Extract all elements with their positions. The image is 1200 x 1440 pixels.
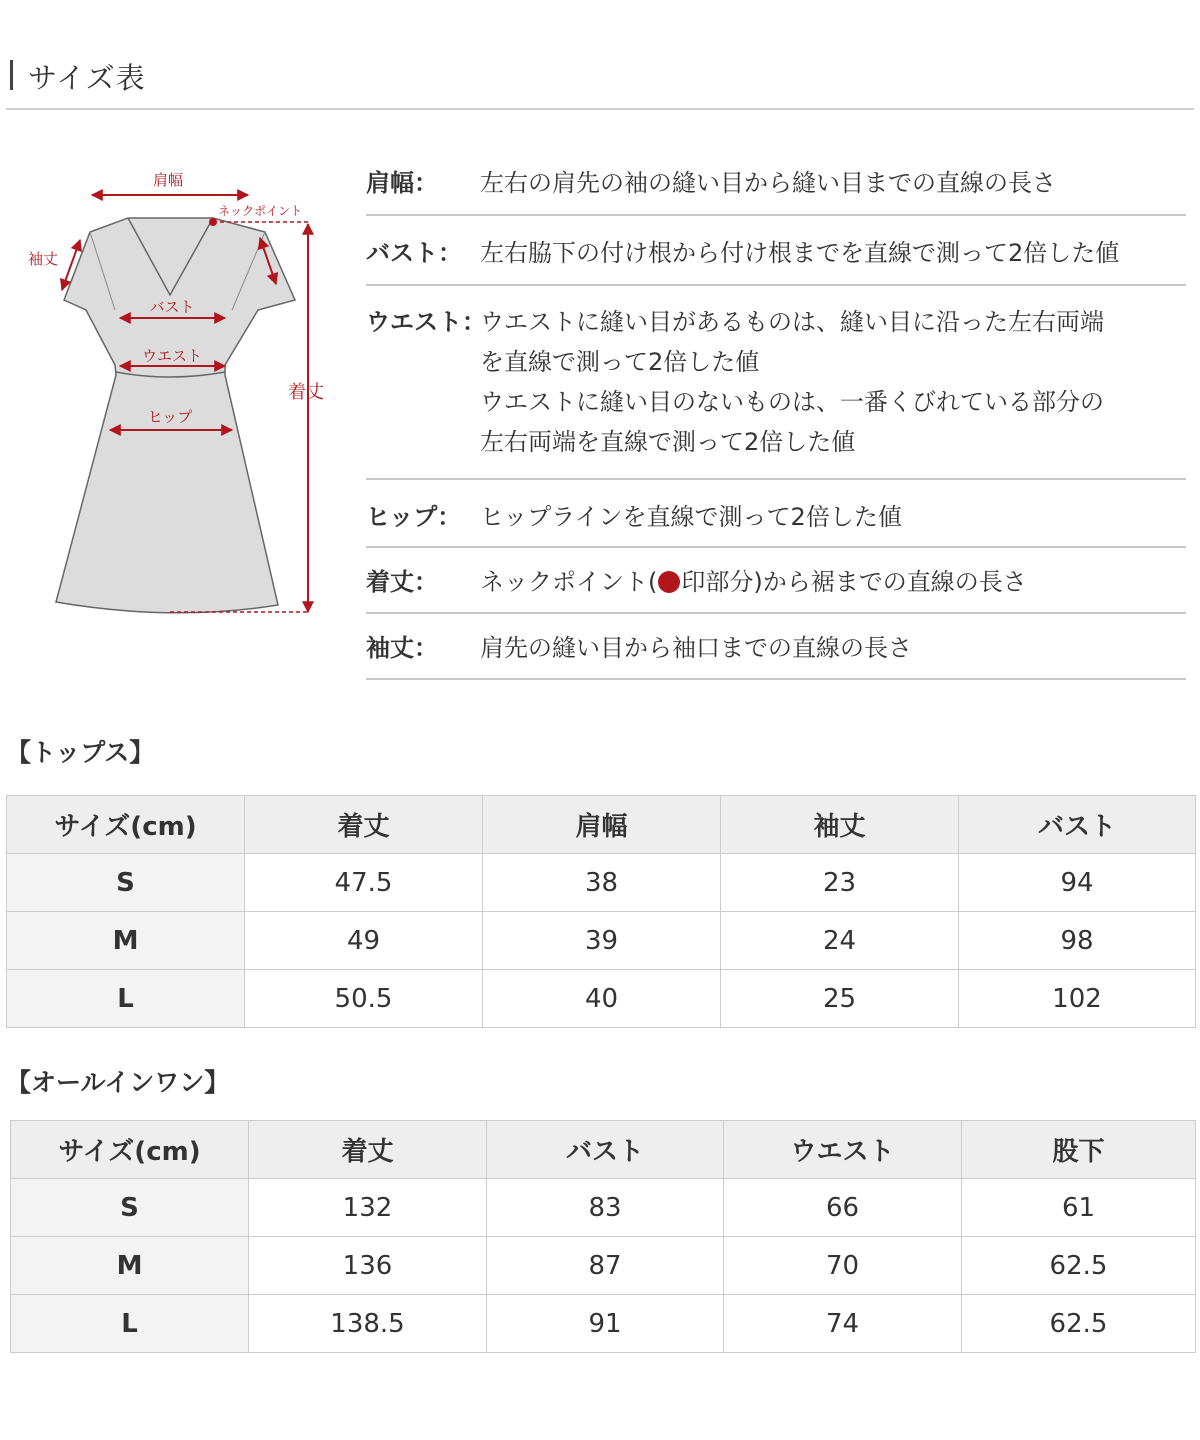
table-header-cell: バスト — [959, 796, 1196, 854]
table-cell: 94 — [959, 854, 1196, 912]
label-sleeve: 袖丈 — [28, 250, 59, 268]
table-cell: 74 — [724, 1295, 962, 1353]
table-header-cell: 股下 — [962, 1121, 1196, 1179]
desc-row-sleeve — [366, 614, 1186, 680]
tops-section-title: 【トップス】 — [6, 738, 155, 767]
table-cell: 70 — [724, 1237, 962, 1295]
desc-definition — [480, 233, 1186, 284]
label-waist: ウエスト — [141, 347, 203, 365]
table-header-cell: 肩幅 — [483, 796, 721, 854]
desc-line: 左右脇下の付け根から付け根までを直線で測って2倍した値 — [480, 239, 1120, 267]
table-row — [7, 854, 1196, 912]
table-cell: 40 — [483, 970, 721, 1028]
table-row — [7, 970, 1196, 1028]
desc-text: 印部分)から裾までの直線の長さ — [681, 568, 1027, 596]
desc-line: 左右の肩先の袖の縫い目から縫い目までの直線の長さ — [480, 169, 1056, 197]
desc-row-waist — [366, 286, 1186, 480]
table-header-cell: 袖丈 — [721, 796, 959, 854]
desc-term: ウエスト： — [366, 308, 486, 336]
table-header-cell: サイズ(cm) — [11, 1121, 249, 1179]
desc-term: 袖丈： — [366, 634, 438, 662]
desc-row-shoulder — [366, 150, 1186, 216]
table-cell: 136 — [249, 1237, 487, 1295]
desc-row-hip — [366, 480, 1186, 548]
table-row — [11, 1295, 1196, 1353]
table-cell: 47.5 — [245, 854, 483, 912]
table-cell: 50.5 — [245, 970, 483, 1028]
table-cell: 87 — [487, 1237, 724, 1295]
table-cell: 102 — [959, 970, 1196, 1028]
table-cell: 61 — [962, 1179, 1196, 1237]
table-cell: 91 — [487, 1295, 724, 1353]
table-cell: 132 — [249, 1179, 487, 1237]
desc-term: 肩幅： — [366, 169, 438, 197]
table-cell: 38 — [483, 854, 721, 912]
label-length: 着丈 — [288, 382, 324, 403]
table-header-cell: 着丈 — [249, 1121, 487, 1179]
page-header — [6, 48, 1194, 110]
table-header-cell: 着丈 — [245, 796, 483, 854]
table-row — [11, 1179, 1196, 1237]
table-cell: 138.5 — [249, 1295, 487, 1353]
label-shoulder: 肩幅 — [152, 171, 184, 189]
measurement-descriptions — [366, 150, 1186, 680]
allinone-section-title: 【オールインワン】 — [6, 1068, 230, 1097]
desc-line: ウエストに縫い目があるものは、縫い目に沿った左右両端 — [480, 308, 1104, 336]
desc-term: バスト： — [366, 239, 462, 267]
table-cell: L — [7, 970, 245, 1028]
table-header-row — [11, 1121, 1196, 1179]
table-cell: S — [7, 854, 245, 912]
table-cell: L — [11, 1295, 249, 1353]
desc-line: を直線で測って2倍した値 — [480, 348, 760, 376]
label-bust: バスト — [149, 298, 195, 316]
desc-row-bust — [366, 216, 1186, 286]
desc-definition — [480, 163, 1186, 214]
table-header-cell: バスト — [487, 1121, 724, 1179]
table-cell: M — [7, 912, 245, 970]
table-cell: 25 — [721, 970, 959, 1028]
table-cell: 39 — [483, 912, 721, 970]
page-title: サイズ表 — [28, 61, 146, 95]
table-cell: 98 — [959, 912, 1196, 970]
table-header-cell: ウエスト — [724, 1121, 962, 1179]
table-header-cell: サイズ(cm) — [7, 796, 245, 854]
desc-line: 肩先の縫い目から袖口までの直線の長さ — [480, 634, 912, 662]
table-cell: 49 — [245, 912, 483, 970]
desc-line: ウエストに縫い目のないものは、一番くびれている部分の — [480, 388, 1104, 416]
table-cell: 66 — [724, 1179, 962, 1237]
desc-term: 着丈： — [366, 568, 438, 596]
desc-row-length — [366, 548, 1186, 614]
desc-definition — [480, 628, 1186, 678]
desc-definition — [480, 302, 1186, 478]
table-cell: S — [11, 1179, 249, 1237]
table-cell: 62.5 — [962, 1237, 1196, 1295]
garment-diagram — [20, 160, 340, 630]
label-hip: ヒップ — [147, 408, 193, 426]
table-cell: 83 — [487, 1179, 724, 1237]
desc-definition — [480, 562, 1186, 612]
tops-size-table — [6, 795, 1196, 1028]
desc-line: ヒップラインを直線で測って2倍した値 — [480, 503, 902, 531]
table-cell: M — [11, 1237, 249, 1295]
red-dot-icon — [658, 571, 680, 593]
label-neck-point: ネックポイント — [218, 204, 303, 218]
table-cell: 24 — [721, 912, 959, 970]
table-row — [11, 1237, 1196, 1295]
table-row — [7, 912, 1196, 970]
table-cell: 23 — [721, 854, 959, 912]
header-accent-bar — [10, 60, 13, 90]
table-cell: 62.5 — [962, 1295, 1196, 1353]
desc-definition — [480, 497, 1186, 546]
desc-line: 左右両端を直線で測って2倍した値 — [480, 428, 856, 456]
desc-text: ネックポイント( — [480, 568, 658, 596]
table-header-row — [7, 796, 1196, 854]
desc-term: ヒップ： — [366, 503, 462, 531]
allinone-size-table — [10, 1120, 1196, 1353]
